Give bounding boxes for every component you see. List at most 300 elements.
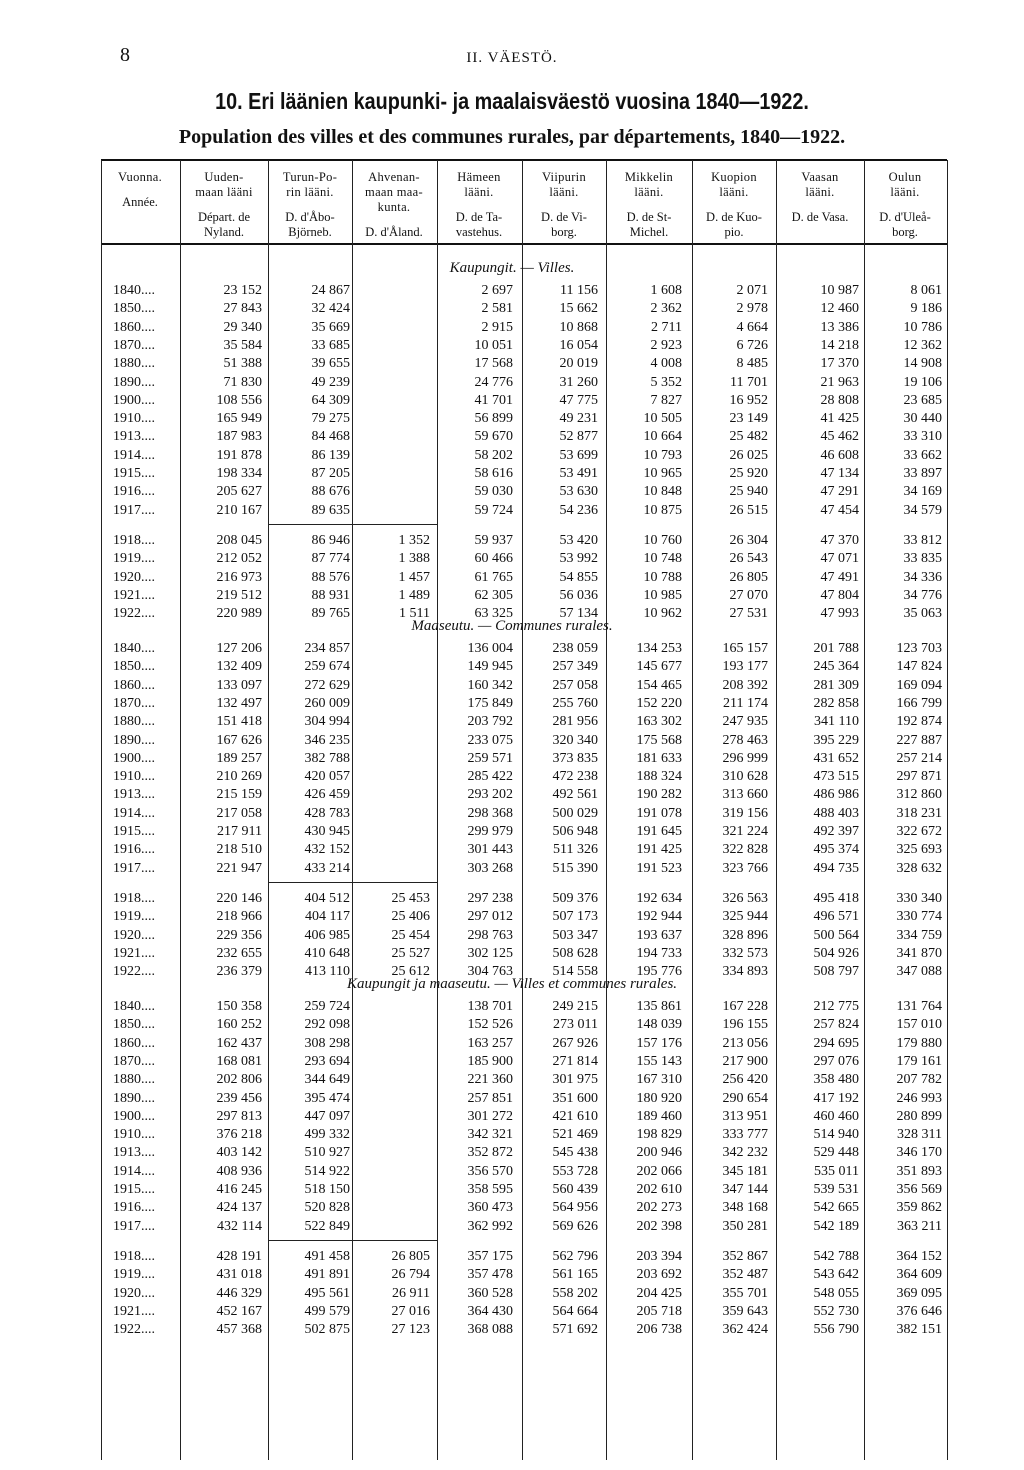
table-cell: 259 571 [467, 750, 513, 766]
table-cell: 358 595 [467, 1182, 513, 1197]
table-cell: 507 173 [552, 909, 598, 925]
table-cell: 45 462 [820, 429, 859, 445]
table-cell: 1 608 [650, 283, 682, 298]
table-cell: 356 569 [896, 1182, 942, 1197]
table-cell: 10 987 [820, 283, 859, 298]
table-cell: 33 812 [903, 532, 942, 548]
table-row [0, 1164, 1024, 1183]
table-cell: 420 057 [304, 769, 350, 785]
table-cell: 32 424 [311, 301, 350, 317]
table-cell: 522 849 [304, 1218, 350, 1234]
table-row [0, 1219, 1024, 1238]
table-cell: 17 568 [474, 356, 513, 372]
table-cell: 202 610 [636, 1182, 682, 1197]
table-cell: 334 893 [722, 964, 768, 980]
table-cell: 352 867 [722, 1248, 768, 1264]
table-cell: 25 453 [391, 890, 430, 906]
table-cell: 293 202 [467, 787, 513, 803]
table-cell: 133 097 [216, 677, 262, 693]
table-cell: 198 829 [636, 1127, 682, 1143]
table-cell: 49 231 [559, 411, 598, 427]
table-cell: 304 994 [304, 714, 350, 730]
table-cell: 26 911 [392, 1285, 430, 1301]
table-cell: 542 665 [813, 1200, 859, 1216]
table-cell: 49 239 [311, 374, 350, 390]
table-cell: 10 793 [643, 447, 682, 463]
row-year: 1916.... [113, 842, 155, 858]
table-cell: 202 066 [636, 1163, 682, 1179]
table-cell: 564 664 [552, 1303, 598, 1319]
table-cell: 302 125 [467, 945, 513, 961]
row-year: 1922.... [113, 606, 155, 622]
table-cell: 21 963 [820, 374, 859, 390]
table-cell: 285 422 [467, 769, 513, 785]
table-cell: 545 438 [552, 1145, 598, 1161]
table-cell: 348 168 [722, 1200, 768, 1216]
table-cell: 35 584 [223, 337, 262, 353]
table-cell: 53 491 [559, 466, 598, 481]
row-year: 1910.... [113, 1127, 155, 1143]
table-cell: 88 931 [311, 587, 350, 603]
table-cell: 10 760 [643, 532, 682, 548]
row-year: 1918.... [113, 1248, 155, 1264]
row-year: 1840.... [113, 283, 155, 298]
table-cell: 203 394 [636, 1248, 682, 1264]
table-row [0, 1304, 1024, 1323]
table-cell: 25 482 [729, 429, 768, 445]
column-header [692, 170, 776, 240]
table-cell: 408 936 [216, 1163, 262, 1179]
table-cell: 29 340 [223, 319, 262, 335]
table-cell: 272 629 [304, 677, 350, 693]
table-cell: 363 211 [897, 1218, 942, 1234]
table-cell: 131 764 [896, 999, 942, 1014]
table-cell: 56 899 [474, 411, 513, 427]
table-cell: 499 579 [304, 1303, 350, 1319]
table-cell: 351 600 [552, 1090, 598, 1106]
row-year: 1860.... [113, 319, 155, 335]
table-cell: 247 935 [722, 714, 768, 730]
row-year: 1920.... [113, 927, 155, 943]
table-cell: 127 206 [216, 641, 262, 656]
table-cell: 157 176 [636, 1035, 682, 1051]
row-year: 1915.... [113, 466, 155, 481]
table-cell: 301 975 [552, 1072, 598, 1088]
table-cell: 2 697 [481, 283, 513, 298]
column-header-finnish: Uuden- maan lääni [195, 170, 253, 199]
table-cell: 175 568 [636, 732, 682, 748]
table-cell: 202 806 [216, 1072, 262, 1088]
table-cell: 207 782 [896, 1072, 942, 1088]
table-cell: 486 986 [813, 787, 859, 803]
table-cell: 330 774 [896, 909, 942, 925]
row-year: 1918.... [113, 532, 155, 548]
section-label: Kaupungit. — Villes. [449, 260, 575, 276]
row-year: 1850.... [113, 301, 155, 317]
table-cell: 152 526 [467, 1017, 513, 1033]
table-cell: 203 692 [636, 1267, 682, 1283]
table-cell: 542 788 [813, 1248, 859, 1264]
row-year: 1890.... [113, 374, 155, 390]
table-cell: 543 642 [813, 1267, 859, 1283]
table-cell: 34 336 [903, 569, 942, 585]
table-cell: 495 561 [304, 1285, 350, 1301]
table-cell: 61 765 [474, 569, 513, 585]
row-year: 1910.... [113, 411, 155, 427]
row-year: 1915.... [113, 1182, 155, 1197]
table-cell: 255 760 [552, 695, 598, 711]
table-cell: 421 610 [552, 1108, 598, 1124]
table-cell: 298 763 [467, 927, 513, 943]
running-head: II. VÄESTÖ. [466, 50, 558, 66]
table-cell: 210 167 [216, 502, 262, 518]
column-header-french: Année. [122, 195, 158, 209]
table-cell: 491 891 [304, 1267, 350, 1283]
column-header-french: D. de Vasa. [791, 210, 849, 224]
table-cell: 447 097 [304, 1108, 350, 1124]
table-row [0, 1072, 1024, 1091]
row-year: 1860.... [113, 1035, 155, 1051]
table-cell: 17 370 [820, 356, 859, 372]
row-year: 1914.... [113, 805, 155, 821]
table-row [0, 1286, 1024, 1305]
table-row [0, 283, 1024, 302]
column-header [607, 170, 691, 240]
table-cell: 2 915 [481, 319, 513, 335]
table-cell: 328 632 [896, 860, 942, 876]
table-cell: 89 635 [311, 502, 350, 518]
row-year: 1913.... [113, 1145, 155, 1161]
row-year: 1913.... [113, 787, 155, 803]
table-cell: 304 763 [467, 964, 513, 980]
table-cell: 10 875 [643, 502, 682, 518]
table-cell: 299 979 [467, 824, 513, 839]
table-cell: 229 356 [216, 927, 262, 943]
table-cell: 191 523 [636, 860, 682, 876]
table-cell: 23 685 [903, 392, 942, 408]
table-cell: 26 025 [729, 447, 768, 463]
table-cell: 191 425 [636, 842, 682, 858]
table-cell: 220 989 [216, 606, 262, 622]
table-cell: 548 055 [813, 1285, 859, 1301]
table-cell: 219 512 [216, 587, 262, 603]
table-cell: 341 110 [814, 714, 859, 730]
table-cell: 395 229 [813, 732, 859, 748]
table-cell: 539 531 [813, 1182, 859, 1197]
table-cell: 145 677 [636, 659, 682, 675]
table-row [0, 696, 1024, 715]
table-cell: 25 454 [391, 927, 430, 943]
table-cell: 494 735 [813, 860, 859, 876]
table-cell: 510 927 [304, 1145, 350, 1161]
table-cell: 10 786 [903, 319, 942, 335]
table-cell: 500 029 [552, 805, 598, 821]
table-cell: 502 875 [304, 1322, 350, 1338]
table-cell: 347 144 [722, 1182, 768, 1197]
table-cell: 10 962 [643, 606, 682, 622]
table-cell: 47 804 [820, 587, 859, 603]
column-header-french: D. d'Uleå- borg. [879, 210, 931, 239]
table-row [0, 909, 1024, 928]
table-cell: 452 167 [216, 1303, 262, 1319]
table-cell: 162 437 [216, 1035, 262, 1051]
table-cell: 185 900 [467, 1053, 513, 1069]
table-cell: 206 738 [636, 1322, 682, 1338]
table-cell: 58 202 [474, 447, 513, 463]
table-cell: 297 012 [467, 909, 513, 925]
row-year: 1870.... [113, 695, 155, 711]
table-cell: 1 511 [399, 606, 430, 622]
table-cell: 16 054 [559, 337, 598, 353]
table-cell: 318 231 [896, 805, 942, 821]
table-cell: 345 181 [722, 1163, 768, 1179]
table-cell: 196 155 [722, 1017, 768, 1033]
table-cell: 189 460 [636, 1108, 682, 1124]
table-cell: 430 945 [304, 824, 350, 839]
table-cell: 47 370 [820, 532, 859, 548]
table-cell: 204 425 [636, 1285, 682, 1301]
table-cell: 160 342 [467, 677, 513, 693]
table-cell: 193 637 [636, 927, 682, 943]
column-header-finnish: Hämeen lääni. [457, 170, 501, 199]
table-cell: 71 830 [223, 374, 262, 390]
table-row [0, 659, 1024, 678]
table-cell: 500 564 [813, 927, 859, 943]
row-year: 1921.... [113, 1303, 155, 1319]
table-cell: 296 999 [722, 750, 768, 766]
table-row [0, 320, 1024, 339]
table-cell: 404 117 [305, 909, 350, 925]
table-cell: 260 009 [304, 695, 350, 711]
table-cell: 496 571 [813, 909, 859, 925]
row-year: 1916.... [113, 1200, 155, 1216]
table-cell: 238 059 [552, 641, 598, 656]
table-cell: 59 937 [474, 532, 513, 548]
table-cell: 282 858 [813, 695, 859, 711]
column-header [268, 170, 352, 240]
table-cell: 346 235 [304, 732, 350, 748]
row-year: 1890.... [113, 732, 155, 748]
table-row [0, 503, 1024, 522]
table-cell: 88 576 [311, 569, 350, 585]
table-cell: 1 489 [398, 587, 430, 603]
table-cell: 290 654 [722, 1090, 768, 1106]
table-cell: 202 273 [636, 1200, 682, 1216]
table-cell: 12 362 [903, 337, 942, 353]
table-cell: 30 440 [903, 411, 942, 427]
table-cell: 151 418 [216, 714, 262, 730]
table-cell: 87 205 [311, 466, 350, 481]
table-cell: 529 448 [813, 1145, 859, 1161]
table-cell: 28 808 [820, 392, 859, 408]
table-cell: 60 466 [474, 551, 513, 567]
table-cell: 514 940 [813, 1127, 859, 1143]
table-cell: 10 664 [643, 429, 682, 445]
table-cell: 175 849 [467, 695, 513, 711]
table-cell: 560 439 [552, 1182, 598, 1197]
table-cell: 376 646 [896, 1303, 942, 1319]
table-row [0, 1127, 1024, 1146]
table-cell: 25 406 [391, 909, 430, 925]
table-cell: 26 543 [729, 551, 768, 567]
table-cell: 344 649 [304, 1072, 350, 1088]
column-header-french: Départ. de Nyland. [197, 210, 251, 239]
table-cell: 132 497 [216, 695, 262, 711]
table-cell: 320 340 [552, 732, 598, 748]
table-cell: 47 491 [820, 569, 859, 585]
table-row [0, 928, 1024, 947]
table-cell: 220 146 [216, 890, 262, 906]
row-year: 1860.... [113, 677, 155, 693]
table-cell: 358 480 [813, 1072, 859, 1088]
table-cell: 514 922 [304, 1163, 350, 1179]
table-cell: 301 443 [467, 842, 513, 858]
table-cell: 35 063 [903, 606, 942, 622]
table-cell: 233 075 [467, 732, 513, 748]
table-cell: 47 993 [820, 606, 859, 622]
column-header-finnish: Turun-Po- rin lääni. [282, 170, 338, 199]
table-cell: 504 926 [813, 945, 859, 961]
table-cell: 552 730 [813, 1303, 859, 1319]
table-cell: 542 189 [813, 1218, 859, 1234]
table-cell: 208 045 [216, 532, 262, 548]
table-cell: 245 364 [813, 659, 859, 675]
table-cell: 64 309 [311, 392, 350, 408]
row-year: 1914.... [113, 1163, 155, 1179]
table-cell: 472 238 [552, 769, 598, 785]
table-cell: 301 272 [467, 1108, 513, 1124]
table-row [0, 484, 1024, 503]
table-cell: 26 304 [729, 532, 768, 548]
column-header-finnish: Ahvenan- maan maa- kunta. [365, 170, 423, 214]
table-cell: 310 628 [722, 769, 768, 785]
table-cell: 257 851 [467, 1090, 513, 1106]
table-cell: 249 215 [552, 999, 598, 1014]
table-cell: 11 701 [730, 374, 768, 390]
table-cell: 200 946 [636, 1145, 682, 1161]
table-cell: 6 726 [736, 337, 768, 353]
table-cell: 313 660 [722, 787, 768, 803]
table-cell: 12 460 [820, 301, 859, 317]
table-cell: 293 694 [304, 1053, 350, 1069]
table-cell: 203 792 [467, 714, 513, 730]
table-cell: 278 463 [722, 732, 768, 748]
table-row [0, 466, 1024, 485]
row-year: 1917.... [113, 1218, 155, 1234]
table-cell: 47 071 [820, 551, 859, 567]
table-cell: 169 094 [896, 677, 942, 693]
table-cell: 446 329 [216, 1285, 262, 1301]
table-cell: 360 528 [467, 1285, 513, 1301]
table-cell: 52 877 [559, 429, 598, 445]
table-cell: 165 157 [722, 641, 768, 656]
table-cell: 271 814 [552, 1053, 598, 1069]
table-cell: 1 352 [398, 532, 430, 548]
table-cell: 334 759 [896, 927, 942, 943]
table-cell: 341 870 [896, 945, 942, 961]
table-cell: 362 424 [722, 1322, 768, 1338]
table-row [0, 891, 1024, 910]
table-cell: 19 106 [903, 374, 942, 390]
table-cell: 167 626 [216, 732, 262, 748]
table-cell: 10 748 [643, 551, 682, 567]
table-row [0, 1267, 1024, 1286]
table-cell: 321 224 [722, 824, 768, 839]
table-cell: 34 776 [903, 587, 942, 603]
table-row [0, 448, 1024, 467]
table-cell: 292 098 [304, 1017, 350, 1033]
table-cell: 152 220 [636, 695, 682, 711]
table-cell: 157 010 [896, 1017, 942, 1033]
table-cell: 41 425 [820, 411, 859, 427]
column-header-french: D. d'Åland. [365, 225, 423, 239]
row-year: 1870.... [113, 1053, 155, 1069]
row-year: 1913.... [113, 429, 155, 445]
table-cell: 179 880 [896, 1035, 942, 1051]
table-cell: 257 824 [813, 1017, 859, 1033]
table-cell: 431 018 [216, 1267, 262, 1283]
table-cell: 297 871 [896, 769, 942, 785]
table-cell: 508 797 [813, 964, 859, 980]
table-row [0, 999, 1024, 1018]
table-cell: 350 281 [722, 1218, 768, 1234]
table-cell: 564 956 [552, 1200, 598, 1216]
column-header [437, 170, 521, 240]
table-cell: 2 071 [736, 283, 768, 298]
table-cell: 20 019 [559, 356, 598, 372]
table-cell: 88 676 [311, 484, 350, 500]
table-cell: 257 214 [896, 750, 942, 766]
table-cell: 562 796 [552, 1248, 598, 1264]
table-cell: 33 897 [903, 466, 942, 481]
table-cell: 382 151 [896, 1322, 942, 1338]
table-cell: 561 165 [552, 1267, 598, 1283]
table-row [0, 588, 1024, 607]
table-cell: 24 867 [311, 283, 350, 298]
table-cell: 191 078 [636, 805, 682, 821]
table-cell: 473 515 [813, 769, 859, 785]
row-year: 1916.... [113, 484, 155, 500]
table-cell: 10 788 [643, 569, 682, 585]
table-cell: 192 944 [636, 909, 682, 925]
table-row [0, 1036, 1024, 1055]
table-cell: 509 376 [552, 890, 598, 906]
table-cell: 149 945 [467, 659, 513, 675]
table-cell: 234 857 [304, 641, 350, 656]
table-cell: 9 186 [910, 301, 942, 317]
row-year: 1920.... [113, 1285, 155, 1301]
column-header [864, 170, 946, 240]
table-cell: 148 039 [636, 1017, 682, 1033]
table-cell: 188 324 [636, 769, 682, 785]
table-cell: 376 218 [216, 1127, 262, 1143]
table-cell: 54 236 [559, 502, 598, 518]
table-cell: 86 139 [311, 447, 350, 463]
row-year: 1840.... [113, 999, 155, 1014]
table-cell: 342 232 [722, 1145, 768, 1161]
table-cell: 257 349 [552, 659, 598, 675]
table-row [0, 393, 1024, 412]
table-cell: 34 169 [903, 484, 942, 500]
table-cell: 39 655 [311, 356, 350, 372]
row-year: 1900.... [113, 1108, 155, 1124]
column-header-french: D. de Vi- borg. [541, 210, 587, 239]
table-cell: 33 685 [311, 337, 350, 353]
table-title-french: Population des villes et des communes rurales, par départements, 1840—1922. [178, 126, 846, 148]
table-cell: 27 070 [729, 587, 768, 603]
table-cell: 325 693 [896, 842, 942, 858]
table-row [0, 533, 1024, 552]
